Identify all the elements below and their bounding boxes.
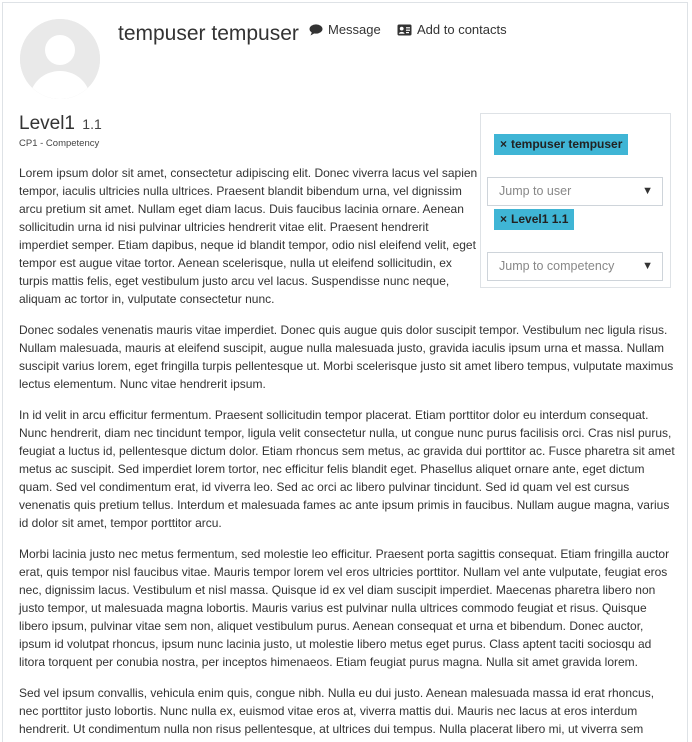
message-button[interactable] [309, 22, 381, 37]
remove-user-icon[interactable]: × [500, 137, 508, 151]
competency-version: 1.1 [82, 116, 102, 132]
description-paragraph [19, 406, 675, 532]
default-avatar-icon [20, 19, 100, 99]
remove-competency-icon[interactable]: × [500, 212, 508, 226]
description-paragraph [19, 684, 675, 738]
description-paragraph [19, 164, 478, 308]
description-paragraph [19, 321, 675, 393]
jump-to-user-select[interactable] [487, 177, 663, 206]
paragraph-text: Lorem ipsum dolor sit amet, consectetur adipiscing elit. Donec viverra lacus vel sapien tempor, iaculis ultricies nulla ultrices. Praesent blandit bibendum urna, vel dignissim arcu pretium sit amet. Nullam eget diam lacus. Duis faucibus lacinia ornare. Aenean sollicitudin urna id nisi pulvinar ultricies hendrerit vitae elit. Praesent hendrerit imperdiet semper. Etiam dapibus, neque id blandit tempor, odio nisl eleifend velit, eget tempor est augue vitae tortor. Aenean scelerisque, nulla ut eleifend sollicitudin, ex turpis mattis felis, eget vestibulum justo arcu vel lacus. Suspendisse nunc neque, aliquam ac tortor in, vulputate consectetur nunc. [19, 166, 478, 306]
selected-user-label: tempuser tempuser [511, 137, 623, 151]
paragraph-text: Sed vel ipsum convallis, vehicula enim quis, congue nibh. Nulla eu dui justo. Aenean malesuada massa id erat rhoncus, nec porttitor justo lobortis. Nunc nulla ex, euismod vitae eros at, viverra mattis dui. Mauris nec lacus at eros interdum hendrerit. Ut condimentum nulla non risus pellentesque, at ultrices dui tempus. Nulla placerat libero mi, ut viverra sem [19, 686, 655, 736]
selected-user-tag[interactable] [494, 134, 628, 155]
page-frame [2, 2, 688, 742]
paragraph-text: Morbi lacinia justo nec metus fermentum, sed molestie leo efficitur. Praesent porta sagittis consequat. Etiam fringilla auctor erat, quis tempor nisl faucibus vitae. Mauris tempor lorem vel eros ultricies porttitor. Nullam vel ante vulputate, feugiat eros nec, dignissim lacus. Vestibulum et nisl massa. Quisque id ex vel diam suscipit imperdiet. Maecenas pharetra libero non justo tempor, ut malesuada magna lobortis. Mauris varius est pulvinar nulla ultrices commodo feugiat et risus. Quisque libero ipsum, pulvinar vitae sem non, aliquet vestibulum purus. Aenean consequat et urna et bibendum. Donec auctor, ipsum id volutpat rhoncus, ipsum nunc lacinia justo, ut molestie libero metus eget purus. Class aptent taciti sociosqu ad litora torquent per conubia nostra, per inceptos himenaeos. Etiam feugiat purus magna. Nulla sit amet gravida lorem. [19, 547, 670, 669]
paragraph-text: In id velit in arcu efficitur fermentum. Praesent sollicitudin tempor placerat. Etiam porttitor dolor eu interdum consequat. Nunc hendrerit, diam nec tincidunt tempor, ligula velit consectetur nulla, ut congue nunc purus facilisis orci. Cras nisl purus, feugiat a luctus id, pellentesque dictum dolor. Etiam rhoncus sem metus, ac gravida dui porttitor ac. Fusce pharetra sit amet metus ac suscipit. Sed imperdiet lorem tortor, nec efficitur felis blandit eget. Phasellus aliquet ornare ante, eget dictum quam. Sed vel condimentum erat, id viverra leo. Sed ac orci ac libero pulvinar tincidunt. Sed id quam vel est cursus venenatis quis pretium tellus. Interdum et malesuada fames ac ante ipsum primis in faucibus. Nullam augue magna, varius id dolor sit amet, tempor porttitor arcu. [19, 408, 675, 530]
message-label: Message [328, 22, 381, 37]
selected-competency-label: Level1 1.1 [511, 212, 569, 226]
chevron-down-icon: ▼ [642, 260, 653, 272]
competency-title [19, 113, 102, 135]
competency-name: Level1 [19, 113, 75, 134]
add-to-contacts-button[interactable] [397, 22, 507, 37]
navigation-panel [480, 113, 671, 288]
jump-to-user-placeholder: Jump to user [499, 184, 572, 198]
speech-bubble-icon [309, 24, 323, 36]
description-paragraph [19, 545, 675, 671]
user-full-name[interactable]: tempuser tempuser [118, 22, 299, 45]
competency-subtitle: CP1 - Competency [19, 138, 100, 149]
selected-competency-tag[interactable] [494, 209, 574, 230]
paragraph-text: Donec sodales venenatis mauris vitae imperdiet. Donec quis augue quis dolor suscipit tempor. Vestibulum nec ligula risus. Nullam malesuada, mauris at eleifend suscipit, augue nulla malesuada justo, gravida iaculis ipsum urna et massa. Nullam suscipit varius lorem, eget fringilla turpis pellentesque ut. Morbi scelerisque justo sit amet libero tempus, vulputate maximus lectus elementum. Nunc vitae hendrerit ipsum. [19, 323, 674, 391]
add-to-contacts-label: Add to contacts [417, 22, 507, 37]
jump-to-competency-select[interactable] [487, 252, 663, 281]
jump-to-competency-placeholder: Jump to competency [499, 259, 615, 273]
user-avatar[interactable] [20, 19, 100, 99]
chevron-down-icon: ▼ [642, 185, 653, 197]
address-card-icon [397, 24, 412, 36]
